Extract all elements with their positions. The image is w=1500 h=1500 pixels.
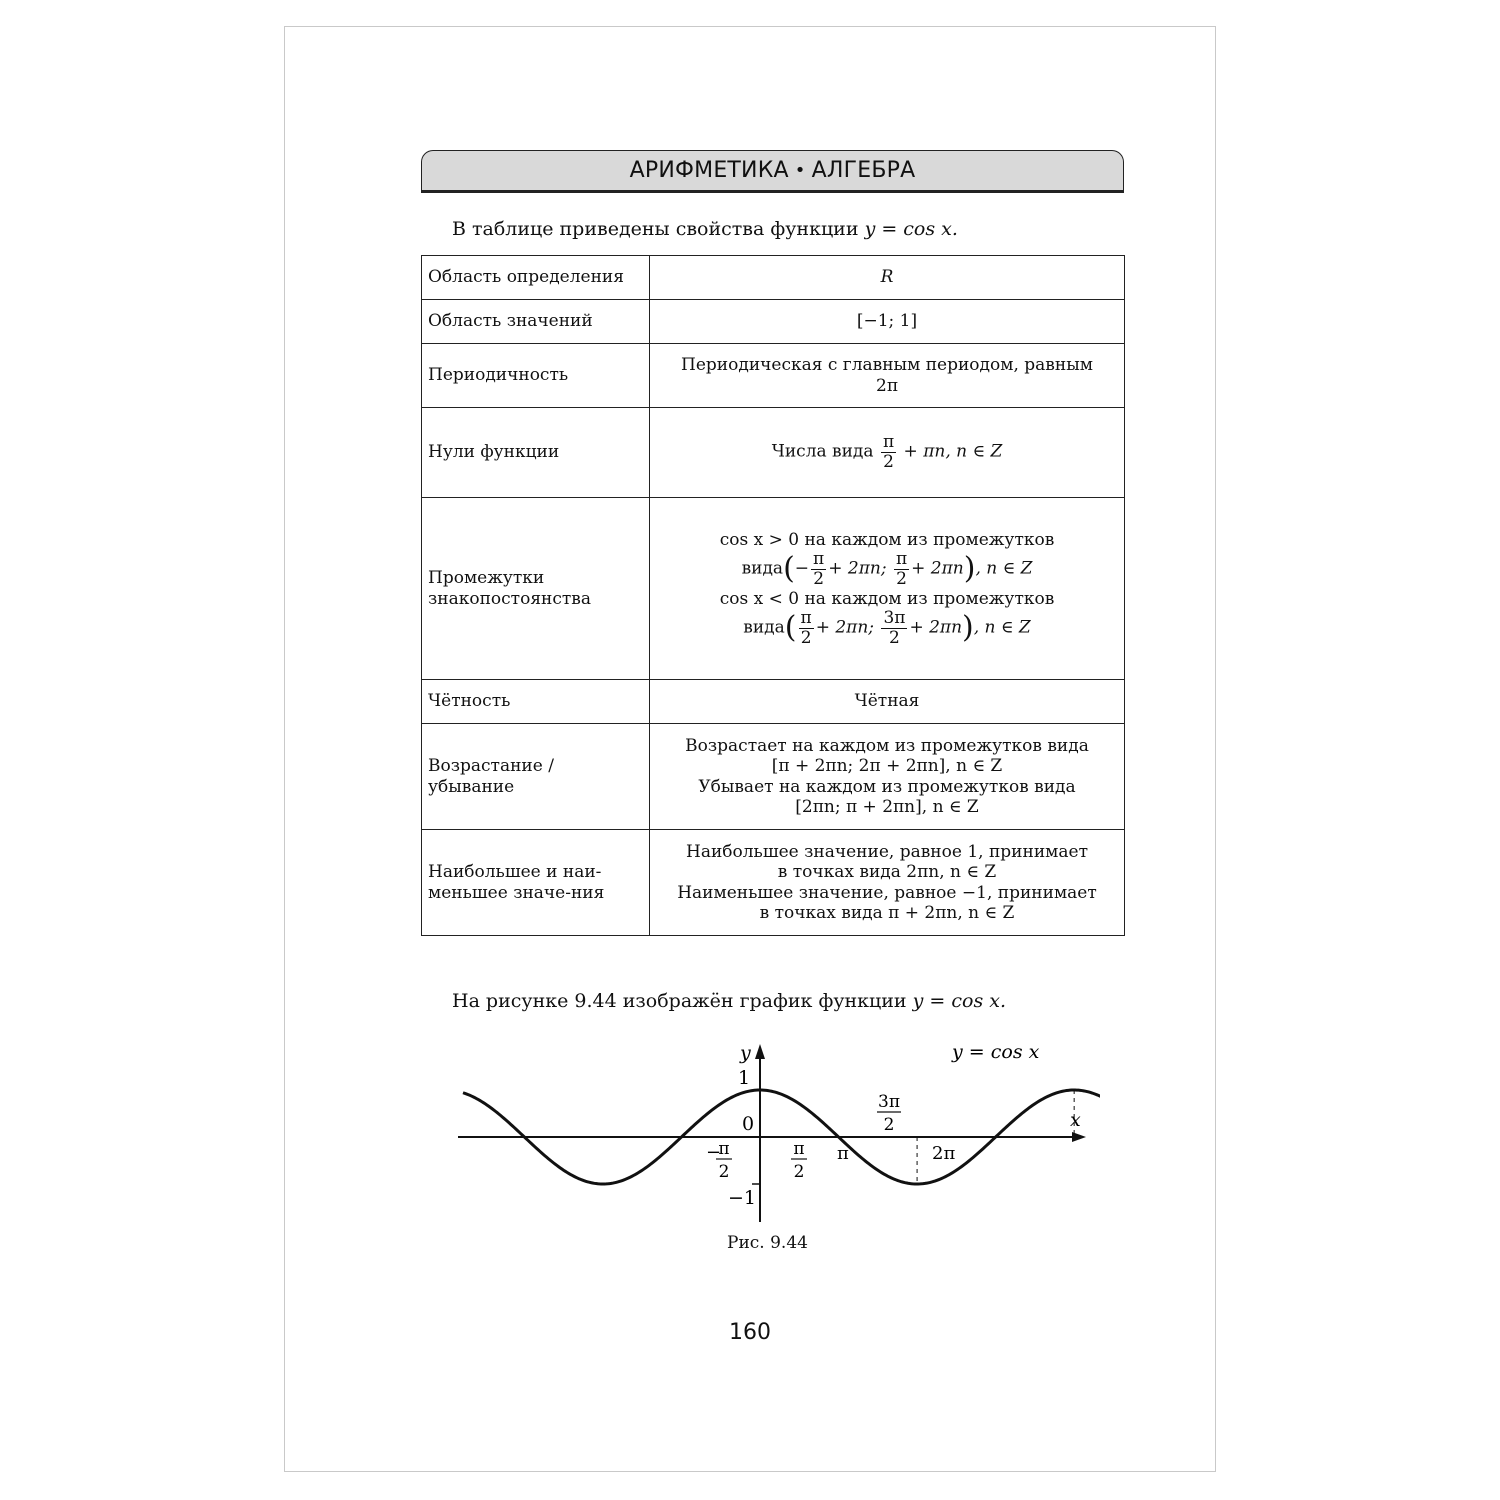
row-value: Чётная bbox=[650, 680, 1125, 724]
extrema-line1: Наибольшее значение, равное 1, принимает bbox=[686, 841, 1088, 862]
fraction-denominator: 2 bbox=[813, 568, 825, 589]
function-label: y = cos x bbox=[952, 1041, 1040, 1063]
row-key: Периодичность bbox=[422, 344, 650, 408]
period-line2: 2π bbox=[876, 375, 898, 396]
extrema-line3: Наименьшее значение, равное −1, принимает bbox=[677, 882, 1097, 903]
header-bullet: • bbox=[794, 160, 806, 181]
row-key: Чётность bbox=[422, 680, 650, 724]
open-paren: ( bbox=[784, 610, 797, 646]
fraction-numerator: π bbox=[800, 607, 812, 628]
table-row bbox=[422, 300, 1125, 344]
section-header bbox=[421, 150, 1124, 193]
fraction bbox=[811, 550, 826, 588]
fraction-numerator: 3π bbox=[883, 607, 906, 628]
row-value bbox=[650, 830, 1125, 936]
period-line1: Периодическая с главным периодом, равным bbox=[681, 355, 1093, 376]
table-row bbox=[422, 830, 1125, 936]
origin-label: 0 bbox=[742, 1113, 755, 1135]
y-axis-label: y bbox=[740, 1042, 751, 1064]
row-key: Область определения bbox=[422, 256, 650, 300]
sign-line2-suffix: , n ∈ Z bbox=[975, 558, 1033, 579]
page-number: 160 bbox=[729, 1320, 771, 1345]
close-paren: ) bbox=[962, 610, 974, 646]
fraction-denominator: 2 bbox=[883, 452, 894, 472]
sign-line3: cos x < 0 на каждом из промежутков bbox=[719, 588, 1055, 609]
properties-table bbox=[421, 255, 1125, 936]
fraction-denominator: 2 bbox=[800, 627, 812, 648]
row-key: Область значений bbox=[422, 300, 650, 344]
figure-intro-formula: y = cos x. bbox=[912, 990, 1007, 1012]
row-key: Наибольшее и наи-меньшее значе-ния bbox=[422, 830, 650, 936]
row-value bbox=[650, 344, 1125, 408]
sign-line2-prefix: вида bbox=[741, 558, 784, 579]
tick-label-one: 1 bbox=[738, 1067, 751, 1089]
fraction-denominator: 2 bbox=[889, 627, 900, 648]
fraction-numerator: π bbox=[895, 549, 908, 570]
interval-start-rest: + 2πn; bbox=[828, 558, 887, 579]
table-row bbox=[422, 680, 1125, 724]
tick-neg-half-pi-den: 2 bbox=[718, 1162, 730, 1182]
row-value bbox=[650, 256, 1125, 300]
cosine-graph bbox=[440, 1032, 1100, 1232]
open-paren: ( bbox=[783, 551, 795, 587]
minus-sign: − bbox=[794, 558, 810, 579]
intro-formula: y = cos x. bbox=[864, 218, 958, 240]
figure-caption: Рис. 9.44 bbox=[727, 1233, 808, 1253]
tick-three-half-pi-den: 2 bbox=[883, 1115, 895, 1135]
close-paren: ) bbox=[963, 551, 976, 587]
row-value: [−1; 1] bbox=[650, 300, 1125, 344]
monotonic-line4: [2πn; π + 2πn], n ∈ Z bbox=[795, 796, 979, 817]
zeros-suffix: + πn, n ∈ Z bbox=[903, 442, 1003, 462]
sign-line4-suffix: , n ∈ Z bbox=[973, 617, 1031, 638]
sign-line1: cos x > 0 на каждом из промежутков bbox=[719, 529, 1055, 550]
row-value bbox=[650, 408, 1125, 498]
monotonic-line3: Убывает на каждом из промежутков вида bbox=[698, 776, 1076, 797]
fraction bbox=[799, 609, 814, 647]
sign-line4-prefix: вида bbox=[743, 617, 785, 638]
x-axis-label: x bbox=[1070, 1109, 1081, 1131]
row-key: Промежутки знакопостоянства bbox=[422, 498, 650, 680]
intro-text: В таблице приведены свойства функции bbox=[452, 218, 859, 240]
fraction-numerator: π bbox=[882, 432, 895, 453]
table-row bbox=[422, 498, 1125, 680]
fraction bbox=[881, 609, 907, 647]
tick-half-pi-den: 2 bbox=[793, 1162, 805, 1182]
tick-neg-half-pi-sign: − bbox=[706, 1142, 722, 1163]
interval-end-rest: + 2πn bbox=[911, 558, 964, 579]
row-key: Возрастание / убывание bbox=[422, 724, 650, 830]
extrema-line2: в точках вида 2πn, n ∈ Z bbox=[777, 862, 997, 883]
fraction-numerator: π bbox=[813, 549, 825, 570]
tick-pi: π bbox=[837, 1143, 849, 1164]
tick-neg-half-pi-num: π bbox=[718, 1139, 730, 1159]
row-key: Нули функции bbox=[422, 408, 650, 498]
extrema-line4: в точках вида π + 2πn, n ∈ Z bbox=[759, 902, 1015, 923]
table-row bbox=[422, 724, 1125, 830]
monotonic-line2: [π + 2πn; 2π + 2πn], n ∈ Z bbox=[771, 756, 1003, 777]
fraction-denominator: 2 bbox=[896, 568, 907, 589]
interval-start-rest: + 2πn; bbox=[815, 617, 875, 638]
header-right: АЛГЕБРА bbox=[811, 158, 916, 183]
monotonic-line1: Возрастает на каждом из промежутков вида bbox=[685, 735, 1089, 756]
tick-label-minus-one: −1 bbox=[728, 1187, 757, 1209]
y-axis-arrow bbox=[755, 1044, 765, 1059]
figure-intro bbox=[452, 990, 1006, 1012]
header-left: АРИФМЕТИКА bbox=[629, 158, 789, 183]
row-value bbox=[650, 724, 1125, 830]
figure-intro-text: На рисунке 9.44 изображён график функции bbox=[452, 990, 907, 1012]
tick-two-pi: 2π bbox=[932, 1143, 956, 1164]
fraction bbox=[894, 550, 909, 588]
sign-line4 bbox=[656, 609, 1118, 647]
table-row bbox=[422, 256, 1125, 300]
table-row bbox=[422, 408, 1125, 498]
domain-value: R bbox=[880, 267, 894, 288]
row-value bbox=[650, 498, 1125, 680]
table-row bbox=[422, 344, 1125, 408]
sign-line2 bbox=[656, 550, 1118, 588]
fraction bbox=[881, 433, 896, 471]
tick-half-pi-num: π bbox=[793, 1139, 805, 1159]
intro-sentence bbox=[452, 218, 958, 240]
tick-three-half-pi-num: 3π bbox=[878, 1092, 900, 1112]
interval-end-rest: + 2πn bbox=[909, 617, 963, 638]
zeros-prefix: Числа вида bbox=[771, 442, 874, 462]
